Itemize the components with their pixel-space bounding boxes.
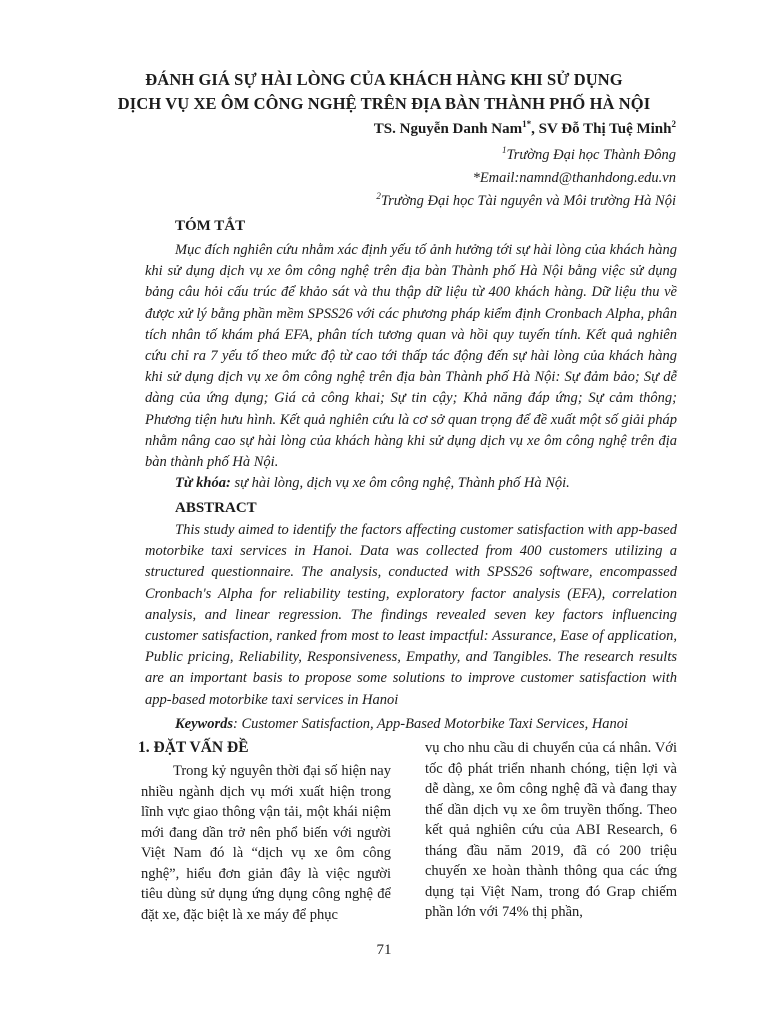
authors-line (374, 119, 676, 139)
author-separator: , (531, 121, 539, 137)
paper-title-line-1: ĐÁNH GIÁ SỰ HÀI LÒNG CỦA KHÁCH HÀNG KHI SỬ DỤNG (145, 70, 623, 89)
page-number: 71 (376, 942, 392, 958)
affiliation-1-marker: 1 (501, 145, 507, 155)
paper-title-line-2: DỊCH VỤ XE ÔM CÔNG NGHỆ TRÊN ĐỊA BÀN THÀNH PHỐ HÀ NỘI (117, 94, 651, 113)
keywords-english (175, 714, 628, 734)
affiliation-1 (502, 145, 676, 165)
heading-abstract: ABSTRACT (175, 500, 257, 516)
body-column-left: Trong kỷ nguyên thời đại số hiện nay nhiều ngành dịch vụ mới xuất hiện trong lĩnh vực giao thông vận tải, một khái niệm mới đang dần trở nên phổ biến với người Việt Nam đó là “dịch vụ xe ôm công nghệ”, hiểu đơn giản đây là việc người tiêu dùng sử dụng ứng dụng công nghệ để đặt xe, đặc biệt là xe máy để phục (141, 763, 391, 923)
author-1-marker: 1* (522, 119, 532, 129)
abstract-english: This study aimed to identify the factors affecting customer satisfaction with app-based motorbike taxi services in Hanoi. Data was collected from 400 customers utilizing a structured questionnaire. The analysis, conducted with SPSS26 software, encompassed Cronbach's Alpha for reliability testing, exploratory factor analysis (EFA), correlation analysis, and linear regression. The findings revealed seven key factors influencing customer satisfaction, ranked from most to least impactful: Assurance, Ease of application, Public pricing, Reliability, Responsiveness, Empathy, and Tangibles. The research results are an important basis to propose some solutions to improve customer satisfaction with app-based motorbike taxi services in Hanoi (145, 522, 677, 708)
author-2: SV Đỗ Thị Tuệ Minh (538, 121, 672, 137)
keywords-vi-label: Từ khóa: (175, 475, 231, 491)
affiliation-2-marker: 2 (376, 191, 381, 201)
keywords-en-text: : Customer Satisfaction, App-Based Motorbike Taxi Services, Hanoi (233, 716, 629, 732)
body-column-right: vụ cho nhu cầu di chuyển của cá nhân. Với tốc độ phát triển nhanh chóng, tiện lợi và dễ dàng, xe ôm công nghệ đã và đang thay thế dần dịch vụ xe ôm truyền thống. Theo kết quả nghiên cứu của ABI Research, 6 tháng đầu năm 2019, đã có 200 triệu chuyến xe hoàn thành thông qua các ứng dụng tại Việt Nam, trong đó Grap chiếm phần lớn với 74% thị phần, (425, 740, 677, 920)
heading-tom-tat: TÓM TẮT (175, 218, 246, 234)
keywords-vi-text: sự hài lòng, dịch vụ xe ôm công nghệ, Thành phố Hà Nội. (230, 475, 570, 491)
keywords-en-label: Keywords (175, 716, 233, 732)
affiliation-2 (376, 191, 676, 211)
section-heading-dat-van-de: 1. ĐẶT VẤN ĐỀ (138, 739, 249, 756)
author-2-marker: 2 (671, 119, 676, 129)
affiliation-1-text: Trường Đại học Thành Đông (506, 147, 676, 163)
author-1: TS. Nguyễn Danh Nam (373, 121, 523, 137)
affiliation-2-text: Trường Đại học Tài nguyên và Môi trường Hà Nội (380, 193, 676, 209)
abstract-vietnamese: Mục đích nghiên cứu nhằm xác định yếu tố ảnh hưởng tới sự hài lòng của khách hàng khi sử dụng dịch vụ xe ôm công nghệ trên địa bàn Thành phố Hà Nội bằng việc sử dụng bảng câu hỏi cấu trúc để khảo sát và thu thập dữ liệu từ 400 khách hàng. Dữ liệu thu về được xử lý bằng phần mềm SPSS26 với các phương pháp kiểm định Cronbach Alpha, phân tích nhân tố khám phá EFA, phân tích tương quan và hồi quy tuyến tính. Kết quả nghiên cứu chỉ ra 7 yếu tố theo mức độ từ cao tới thấp tác động đến sự hài lòng của khách hàng khi sử dụng dịch vụ xe ôm công nghệ trên địa bàn Thành phố Hà Nội: Sự đảm bảo; Sự dễ dàng của ứng dụng; Giá cả công khai; Sự tin cậy; Khả năng đáp ứng; Sự cảm thông; Phương tiện hưu hình. Kết quả nghiên cứu là cơ sở quan trọng để đề xuất một số giải pháp nhằm nâng cao sự hài lòng của khách hàng khi sử dụng dịch vụ xe ôm công nghệ trên địa bàn thành phố Hà Nội. (145, 242, 677, 471)
email-line: *Email:namnd@thanhdong.edu.vn (472, 170, 676, 186)
keywords-vietnamese (175, 473, 570, 493)
